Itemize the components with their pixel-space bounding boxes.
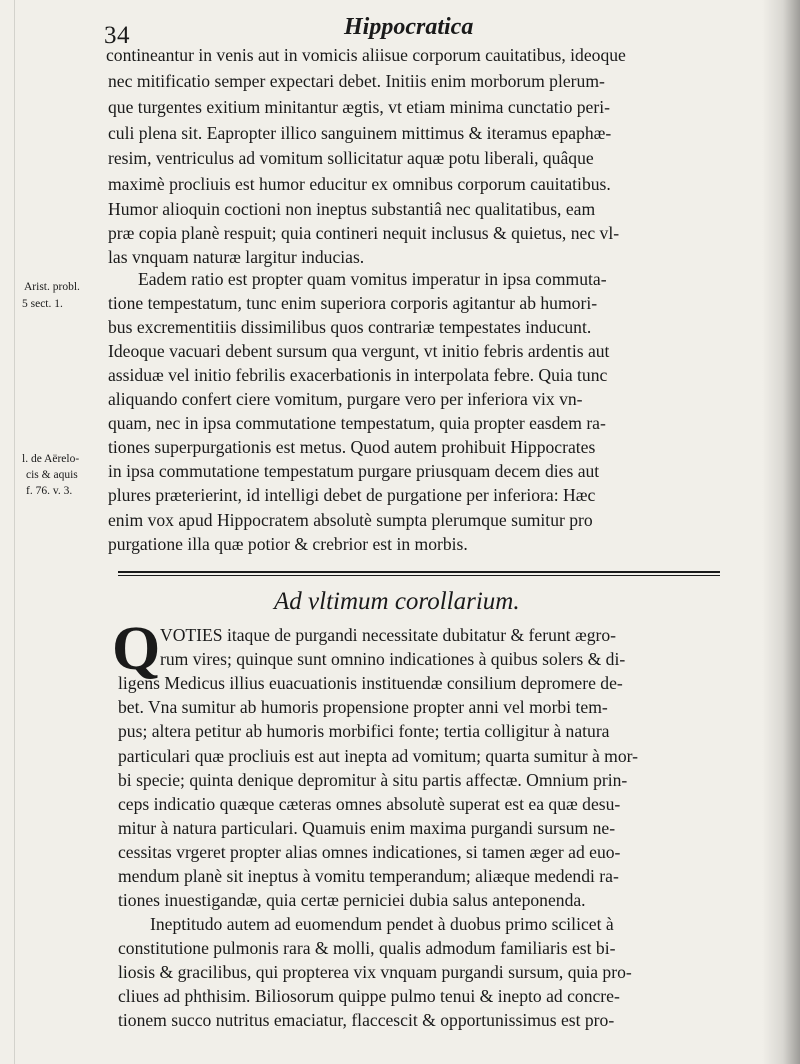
text-line: ligens Medicus illius euacuationis instituendæ consilium depromere de- <box>118 673 623 693</box>
section-title: Ad vltimum corollarium. <box>274 588 520 615</box>
text-line: culi plena sit. Eapropter illico sanguinem mittimus & iteramus epaphæ- <box>108 123 612 143</box>
text-line: resim, ventriculus ad vomitum sollicitatur aquæ potu liberali, quâque <box>108 148 594 168</box>
text-line: tione tempestatum, tunc enim superiora corporis agitantur ab humori- <box>108 293 598 313</box>
text-line: enim vox apud Hippocratem absolutè sumpta plerumque sumitur pro <box>108 510 593 530</box>
margin-note: f. 76. v. 3. <box>26 485 73 497</box>
text-line: purgatione illa quæ potior & crebrior est in morbis. <box>108 534 468 554</box>
text-line: Eadem ratio est propter quam vomitus imperatur in ipsa commuta- <box>138 269 607 289</box>
text-line: quam, nec in ipsa commutatione tempestatum, quia propter easdem ra- <box>108 413 606 433</box>
text-line: nec mitificatio semper expectari debet. Initiis enim morborum plerum- <box>108 71 605 91</box>
text-line: tiones superpurgationis est metus. Quod autem prohibuit Hippocrates <box>108 437 596 457</box>
text-line: mitur à natura particulari. Quamuis enim maxima purgandi sursum ne- <box>118 818 616 838</box>
gutter-shadow <box>762 0 800 1064</box>
margin-note: cis & aquis <box>26 469 78 481</box>
running-title: Hippocratica <box>344 14 474 40</box>
text-line: que turgentes exitium minitantur ægtis, vt etiam minima cunctatio peri- <box>108 97 610 117</box>
text-line: Ideoque vacuari debent sursum qua vergunt, vt initio febris ardentis aut <box>108 341 610 361</box>
text-line: in ipsa commutatione tempestatum purgare priusquam decem dies aut <box>108 461 600 481</box>
text-line: præ copia planè respuit; quia contineri nequit inclusus & quietus, nec vl- <box>108 223 620 243</box>
text-line: plures præterierint, id intelligi debet de purgatione per inferiora: Hæc <box>108 485 596 505</box>
text-line: pus; altera petitur ab humoris morbifici fonte; tertia colligitur à natura <box>118 721 610 741</box>
text-line: mendum planè sit ineptus à vomitu temperandum; aliæque medendi ra- <box>118 866 619 886</box>
text-line: contineantur in venis aut in vomicis aliisue corporum cauitatibus, ideoque <box>106 45 626 65</box>
margin-note: l. de Aërelo- <box>22 453 80 465</box>
page-number: 34 <box>104 22 130 49</box>
text-line: bet. Vna sumitur ab humoris propensione propter anni vel morbi tem- <box>118 697 608 717</box>
section-divider-thin <box>118 575 720 576</box>
margin-note: 5 sect. 1. <box>22 298 63 310</box>
text-line: assiduæ vel initio febrilis exacerbationis in interpolata febre. Quia tunc <box>108 365 608 385</box>
text-line: Ineptitudo autem ad euomendum pendet à duobus primo scilicet à <box>150 914 614 934</box>
text-line: Humor alioquin coctioni non ineptus substantiâ nec qualitatibus, eam <box>108 199 596 219</box>
text-line: cessitas vrgeret propter alias omnes indicationes, si tamen æger ad euo- <box>118 842 621 862</box>
margin-note: Arist. probl. <box>24 281 80 293</box>
section-divider <box>118 571 720 573</box>
text-line: liosis & gracilibus, qui propterea vix vnquam purgandi sursum, quia pro- <box>118 962 632 982</box>
text-line: las vnquam naturæ largitur inducias. <box>108 247 365 267</box>
text-line: rum vires; quinque sunt omnino indicationes à quibus solers & di- <box>160 649 626 669</box>
text-line: particulari quæ procliuis est aut inepta ad vomitum; quarta sumitur à mor- <box>118 746 639 766</box>
text-line: maximè procliuis est humor educitur ex omnibus corporum cauitatibus. <box>108 174 611 194</box>
text-line: tionem succo nutritus emaciatur, flaccescit & opportunissimus est pro- <box>118 1010 615 1030</box>
text-line: bi specie; quinta denique depromitur à situ partis affectæ. Omnium prin- <box>118 770 628 790</box>
page-edge-line <box>14 0 15 1064</box>
text-line: aliquando confert ciere vomitum, purgare vero per inferiora vix vn- <box>108 389 583 409</box>
drop-cap: Q <box>112 615 161 683</box>
text-line: constitutione pulmonis rara & molli, qualis admodum familiaris est bi- <box>118 938 616 958</box>
text-line: tiones inuestigandæ, quia certæ perniciei dubia salus anteponenda. <box>118 890 586 910</box>
text-line: cliues ad phthisim. Biliosorum quippe pulmo tenui & inepto ad concre- <box>118 986 620 1006</box>
text-line: bus excrementitiis dissimilibus quos contrariæ tempestates inducunt. <box>108 317 592 337</box>
text-line: VOTIES itaque de purgandi necessitate dubitatur & ferunt ægro- <box>160 625 617 645</box>
text-line: ceps indicatio quæque cæteras omnes absolutè superat est ea quæ desu- <box>118 794 621 814</box>
